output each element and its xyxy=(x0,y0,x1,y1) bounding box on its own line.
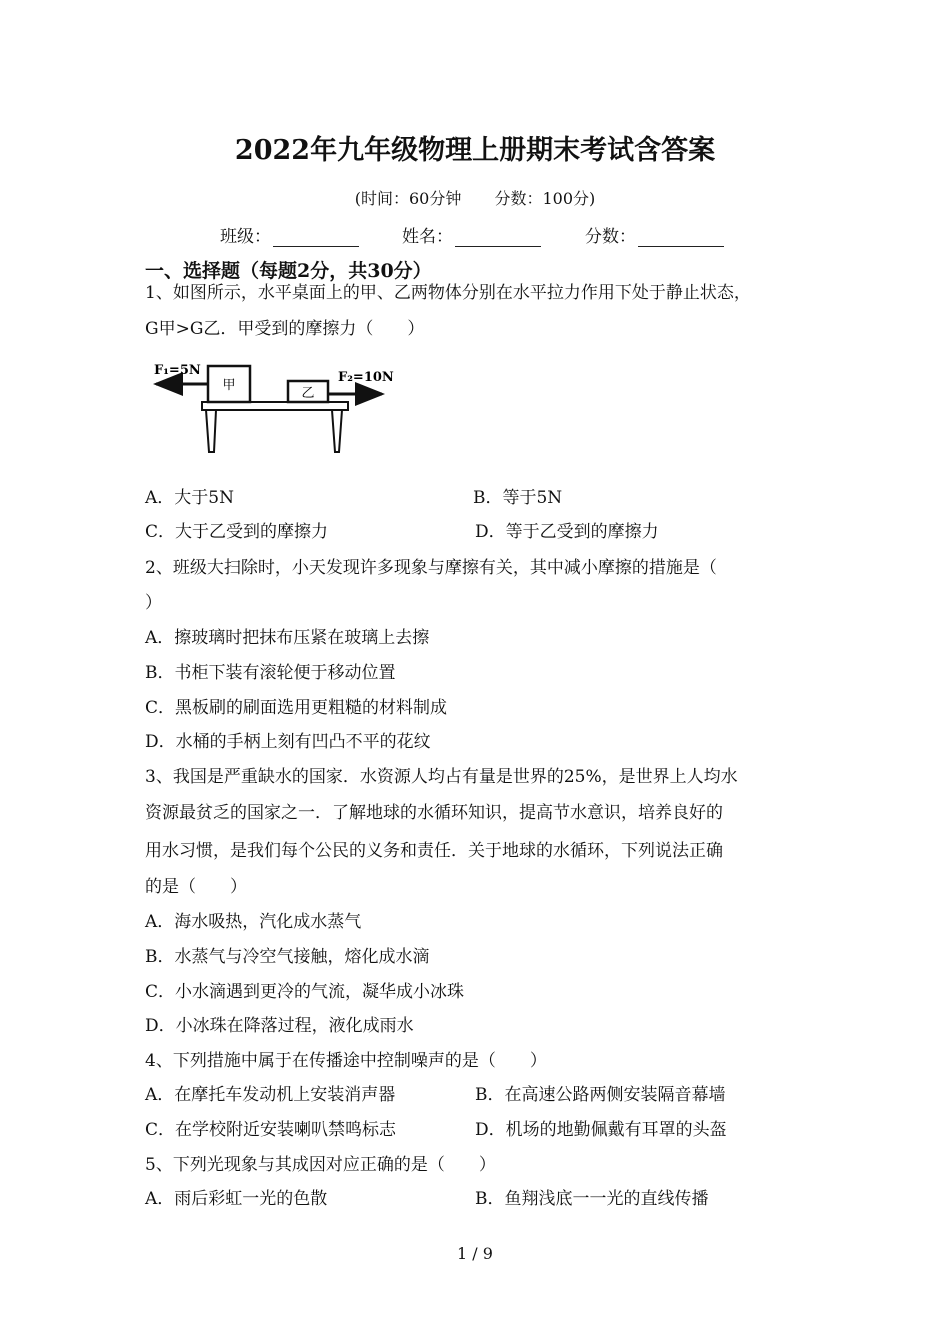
table-leg-right xyxy=(332,410,342,452)
q1-stem-line2: G甲>G乙．甲受到的摩擦力（ ） xyxy=(145,319,425,339)
q2-stem-line1: 2、班级大扫除时，小天发现许多现象与摩擦有关，其中减小摩擦的措施是（ xyxy=(145,558,717,578)
q4-stem: 4、下列措施中属于在传播途中控制噪声的是（ ） xyxy=(145,1051,547,1071)
exam-time: (时间：60分钟 xyxy=(354,189,462,208)
exam-total-score: 分数：100分) xyxy=(494,189,596,208)
box-yi-label: 乙 xyxy=(301,386,315,401)
q3-option-d: D．小冰珠在降落过程，液化成雨水 xyxy=(145,1016,414,1036)
q5-stem: 5、下列光现象与其成因对应正确的是（ ） xyxy=(145,1155,496,1175)
q3-option-a: A．海水吸热，汽化成水蒸气 xyxy=(145,912,362,932)
class-label: 班级： xyxy=(220,227,271,247)
page-title: 2022年九年级物理上册期末考试含答案 xyxy=(234,135,716,166)
q1-option-b: B．等于5N xyxy=(473,488,563,508)
score-label: 分数： xyxy=(585,227,636,247)
page-number: 1 / 9 xyxy=(457,1244,493,1263)
q1-option-c: C．大于乙受到的摩擦力 xyxy=(145,522,329,542)
q3-stem-line3: 用水习惯，是我们每个公民的义务和责任．关于地球的水循环，下列说法正确 xyxy=(145,841,723,861)
force-f2-label: F₂=10N xyxy=(338,370,394,385)
q4-option-c: C．在学校附近安装喇叭禁鸣标志 xyxy=(145,1120,397,1140)
score-field xyxy=(585,222,724,247)
q2-option-c: C．黑板刷的刷面选用更粗糙的材料制成 xyxy=(145,698,448,718)
name-blank[interactable] xyxy=(455,228,541,247)
exam-meta xyxy=(0,186,950,209)
name-label: 姓名： xyxy=(402,227,453,247)
class-blank[interactable] xyxy=(273,228,359,247)
box-jia-label: 甲 xyxy=(222,378,236,393)
q1-option-a: A．大于5N xyxy=(145,488,234,508)
name-field xyxy=(402,222,541,247)
q3-stem-line1: 3、我国是严重缺水的国家．水资源人均占有量是世界的25%，是世界上人均水 xyxy=(145,767,738,787)
q2-option-b: B．书柜下装有滚轮便于移动位置 xyxy=(145,663,396,683)
table-leg-left xyxy=(206,410,216,452)
q3-stem-line2: 资源最贫乏的国家之一．了解地球的水循环知识，提高节水意识，培养良好的 xyxy=(145,803,723,823)
q2-option-a: A．擦玻璃时把抹布压紧在玻璃上去擦 xyxy=(145,628,430,648)
q5-option-b: B．鱼翔浅底一一光的直线传播 xyxy=(475,1189,709,1209)
q4-option-d: D．机场的地勤佩戴有耳罩的头盔 xyxy=(475,1120,727,1140)
q3-option-c: C．小水滴遇到更冷的气流，凝华成小冰珠 xyxy=(145,982,465,1002)
class-field xyxy=(220,222,359,247)
q3-option-b: B．水蒸气与冷空气接触，熔化成水滴 xyxy=(145,947,430,967)
score-blank[interactable] xyxy=(638,228,724,247)
q4-option-a: A．在摩托车发动机上安装消声器 xyxy=(145,1085,396,1105)
section-heading: 一、选择题（每题2分，共30分） xyxy=(145,260,432,282)
q4-option-b: B．在高速公路两侧安装隔音幕墙 xyxy=(475,1085,726,1105)
q1-option-d: D．等于乙受到的摩擦力 xyxy=(475,522,659,542)
q2-stem-line2: ） xyxy=(145,593,162,613)
q5-option-a: A．雨后彩虹一光的色散 xyxy=(145,1189,328,1209)
force-f1-label: F₁=5N xyxy=(154,363,201,378)
q1-figure xyxy=(146,356,396,456)
q3-stem-line4: 的是（ ） xyxy=(145,877,247,897)
q2-option-d: D．水桶的手柄上刻有凹凸不平的花纹 xyxy=(145,732,431,752)
q1-stem-line1: 1、如图所示，水平桌面上的甲、乙两物体分别在水平拉力作用下处于静止状态， xyxy=(145,283,751,303)
